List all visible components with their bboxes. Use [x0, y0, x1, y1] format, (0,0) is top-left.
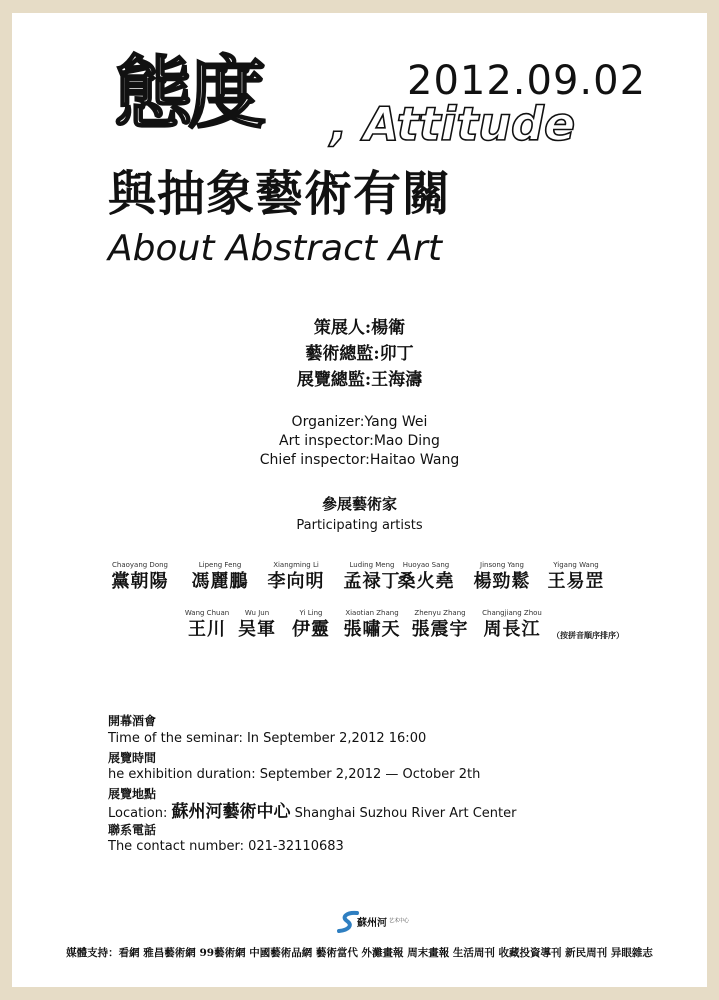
venue-prefix: Location:: [108, 806, 168, 821]
artist-pinyin: Chaoyang Dong: [112, 561, 168, 569]
artist-name: 吴軍: [238, 619, 276, 640]
artist-pinyin: Yi Ling: [299, 609, 323, 617]
artist-item: [402, 610, 478, 639]
artist-pinyin: Jinsong Yang: [480, 561, 524, 569]
duration-value: he exhibition duration: September 2,2012 — October 2th: [108, 767, 481, 782]
artist-name: 王易罡: [547, 571, 605, 592]
contact-value: The contact number: 021-32110683: [108, 839, 344, 854]
poster: [12, 13, 707, 987]
duration-label: 展覽時間: [108, 751, 157, 765]
title-english-sub: About Abstract Art: [108, 228, 442, 269]
credit-art-inspector-en: Art inspector:Mao Ding: [279, 433, 440, 449]
artist-name: 楊勁鬆: [473, 571, 531, 592]
opening-label: 開幕酒會: [108, 714, 157, 728]
artist-pinyin: Wang Chuan: [184, 609, 230, 617]
artist-item: [230, 610, 284, 639]
artists-heading-en: Participating artists: [296, 518, 423, 533]
artist-name: 伊靈: [292, 619, 330, 640]
artist-pinyin: Yigang Wang: [553, 561, 599, 569]
artists-order-note: （按拼音順序排序）: [552, 630, 624, 640]
artist-item: [464, 562, 540, 591]
artist-name: 黨朝陽: [111, 571, 169, 592]
exhibition-date: 2012.09.02: [407, 58, 647, 104]
artist-item: [176, 610, 238, 639]
logo-text-sub: 艺术中心: [389, 918, 410, 924]
contact-label: 聯系電話: [108, 823, 157, 837]
credit-organizer-en: Organizer:Yang Wei: [291, 414, 428, 430]
artist-name: 李向明: [267, 571, 325, 592]
artist-item: [334, 610, 410, 639]
venue-name-cn: 蘇州河藝術中心: [171, 802, 291, 822]
artist-item: [538, 562, 614, 591]
title-english-outline: , Attitude: [330, 97, 576, 151]
artist-name: 王川: [188, 619, 226, 640]
opening-value: Time of the seminar: In September 2,2012 16:00: [108, 731, 427, 746]
media-support: 媒體支持：看網 雅昌藝術網 99藝術網 中國藝術品網 藝術當代 外灘畫報 周末畫報 生活周刊 收藏投資導刊 新民周刊 异眼雜志: [66, 947, 653, 959]
artist-name: 孟禄丁: [343, 571, 401, 592]
credit-chief-inspector-en: Chief inspector:Haitao Wang: [259, 452, 460, 468]
artist-item: [474, 610, 550, 639]
artist-item: [284, 610, 338, 639]
artist-name: 周長江: [483, 619, 541, 640]
credit-exhibition-director-cn: 展覽總監:王海濤: [296, 370, 423, 390]
credit-curator-cn: 策展人:楊衛: [313, 318, 406, 338]
logo-text-cn: 蘇州河: [357, 918, 387, 929]
artist-pinyin: Changjiang Zhou: [482, 609, 542, 617]
artist-name: 張嘯天: [343, 619, 401, 640]
artist-pinyin: Lipeng Feng: [198, 561, 242, 569]
artist-pinyin: Zhenyu Zhang: [414, 609, 466, 617]
artist-pinyin: Xiangming Li: [273, 561, 319, 569]
artist-item: [388, 562, 464, 591]
artist-item: [258, 562, 334, 591]
artist-pinyin: Wu Jun: [244, 609, 270, 617]
venue-name-en: Shanghai Suzhou River Art Center: [294, 806, 517, 821]
credit-art-director-cn: 藝術總監:卯丁: [305, 344, 414, 364]
artist-name: 馮麗鵬: [191, 571, 249, 592]
title-chinese-main: 與抽象藝術有關: [108, 166, 452, 222]
artists-heading-cn: 參展藝術家: [321, 495, 397, 513]
artist-pinyin: Luding Meng: [349, 561, 395, 569]
venue-label: 展覽地點: [108, 787, 157, 801]
artist-name: 桑火堯: [397, 571, 455, 592]
artist-item: [182, 562, 258, 591]
venue-line: [108, 802, 516, 824]
artist-item: [98, 562, 182, 591]
artist-name: 張震宇: [411, 619, 469, 640]
artist-pinyin: Huoyao Sang: [402, 561, 450, 569]
artist-pinyin: Xiaotian Zhang: [345, 609, 399, 617]
title-chinese-outline: 態度: [114, 48, 263, 139]
